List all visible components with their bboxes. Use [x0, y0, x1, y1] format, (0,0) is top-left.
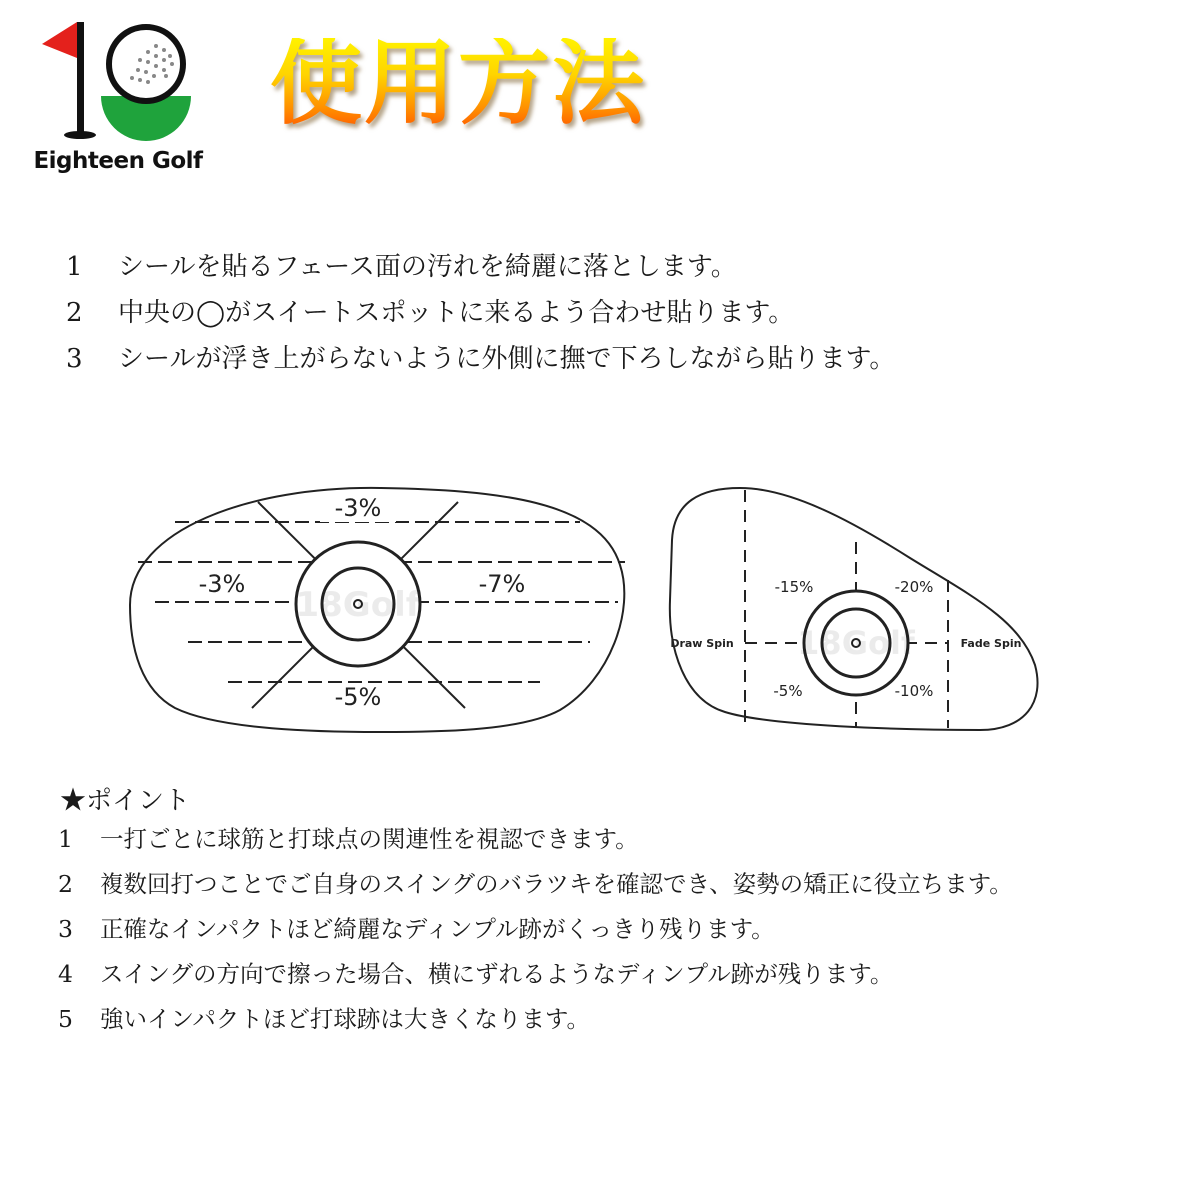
usage-steps [66, 246, 895, 384]
brand-logo [28, 14, 208, 190]
iron-bottom-left-label: -5% [773, 682, 803, 700]
wood-top-label: -3% [334, 494, 382, 522]
watermark: 18Golf [295, 585, 421, 625]
point-text: 強いインパクトほど打球跡は大きくなります。 [100, 1005, 590, 1033]
point-item [58, 955, 1013, 1000]
step-text: 中央の◯がスイートスポットに来るよう合わせ貼ります。 [118, 298, 795, 328]
iron-face-diagram [660, 480, 1050, 740]
step-text: シールが浮き上がらないように外側に撫で下ろしながら貼ります。 [118, 344, 896, 374]
watermark: 18Golf [797, 624, 915, 662]
point-text: 一打ごとに球筋と打球点の関連性を視認できます。 [100, 825, 639, 853]
point-text: スイングの方向で擦った場合、横にずれるようなディンプル跡が残ります。 [100, 960, 894, 988]
iron-top-left-label: -15% [774, 578, 814, 596]
step-item [66, 246, 895, 292]
point-number: 1 [58, 825, 73, 853]
step-number: 1 [66, 252, 83, 282]
point-number: 2 [58, 870, 73, 898]
page-title: 使用方法 [270, 30, 647, 137]
point-number: 3 [58, 915, 73, 943]
point-text: 正確なインパクトほど綺麗なディンプル跡がくっきり残ります。 [100, 915, 775, 943]
iron-bottom-right-label: -10% [894, 682, 934, 700]
iron-top-right-label: -20% [894, 578, 934, 596]
points-list [58, 820, 1013, 1045]
point-item [58, 1000, 1013, 1045]
wood-bottom-label: -5% [334, 683, 382, 711]
step-number: 2 [66, 298, 83, 328]
point-item [58, 865, 1013, 910]
draw-spin-label: Draw Spin [670, 637, 734, 650]
points-heading: ★ポイント [60, 786, 191, 816]
point-number: 4 [58, 960, 73, 988]
driver-face-diagram [120, 480, 640, 740]
point-item [58, 820, 1013, 865]
step-text: シールを貼るフェース面の汚れを綺麗に落とします。 [118, 252, 737, 282]
point-number: 5 [58, 1005, 73, 1033]
flag-and-golf-ball-icon [28, 14, 208, 154]
step-number: 3 [66, 344, 83, 374]
point-item [58, 910, 1013, 955]
wood-right-label: -7% [478, 570, 526, 598]
fade-spin-label: Fade Spin [960, 637, 1022, 650]
step-item [66, 338, 895, 384]
brand-name: Eighteen Golf [33, 148, 203, 174]
wood-left-label: -3% [198, 570, 246, 598]
point-text: 複数回打つことでご自身のスイングのバラツキを確認でき、姿勢の矯正に役立ちます。 [100, 870, 1013, 898]
step-item [66, 292, 895, 338]
